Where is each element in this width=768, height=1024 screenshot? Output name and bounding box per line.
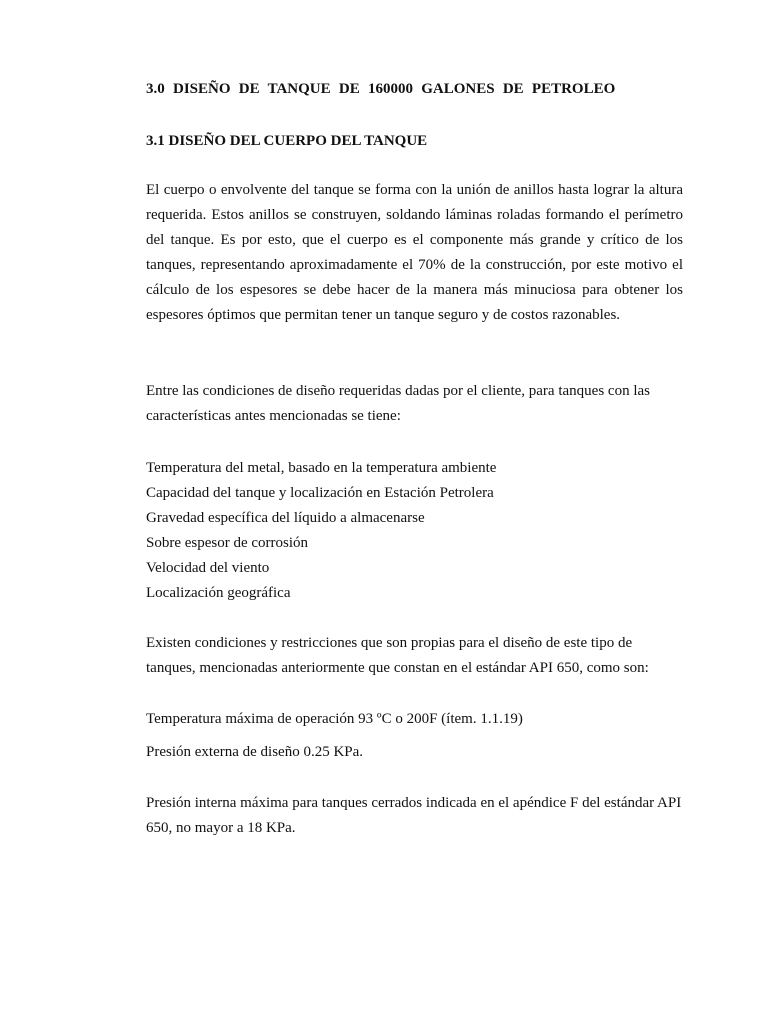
body-paragraph-condiciones: Entre las condiciones de diseño requeridas dadas por el cliente, para tanques con las características antes mencionadas se tiene: <box>146 383 650 424</box>
main-heading: 3.0 DISEÑO DE TANQUE DE 160000 GALONES DE PETROLEO <box>146 81 616 97</box>
body-paragraph-presion-interna: Presión interna máxima para tanques cerrados indicada en el apéndice F del estándar API 650, no mayor a 18 KPa. <box>146 795 682 836</box>
section-heading: 3.1 DISEÑO DEL CUERPO DEL TANQUE <box>146 133 428 149</box>
body-paragraph-temperatura: Temperatura máxima de operación 93 ºC o 200F (ítem. 1.1.19) <box>146 711 523 727</box>
list-item: Gravedad específica del líquido a almacenarse <box>146 510 425 526</box>
body-paragraph-restricciones: Existen condiciones y restricciones que son propias para el diseño de este tipo de tanques, mencionadas anteriormente que constan en el estándar API 650, como son: <box>146 635 649 676</box>
list-item: Sobre espesor de corrosión <box>146 535 309 551</box>
list-item: Temperatura del metal, basado en la temperatura ambiente <box>146 460 497 476</box>
conditions-list <box>146 456 496 606</box>
body-paragraph-cuerpo: El cuerpo o envolvente del tanque se forma con la unión de anillos hasta lograr la altura requerida. Estos anillos se construyen, soldando láminas roladas formando el perímetro del tanque. Es por esto, que el cuerpo es el componente más grande y crítico de los tanques, representando aproximadamente el 70% de la construcción, por este motivo el cálculo de los espesores se debe hacer de la manera más minuciosa para obtener los espesores óptimos que permitan tener un tanque seguro y de costos razonables. <box>146 182 683 323</box>
list-item: Localización geográfica <box>146 585 291 601</box>
body-paragraph-presion-externa: Presión externa de diseño 0.25 KPa. <box>146 744 364 760</box>
list-item: Capacidad del tanque y localización en Estación Petrolera <box>146 485 494 501</box>
list-item: Velocidad del viento <box>146 560 270 576</box>
